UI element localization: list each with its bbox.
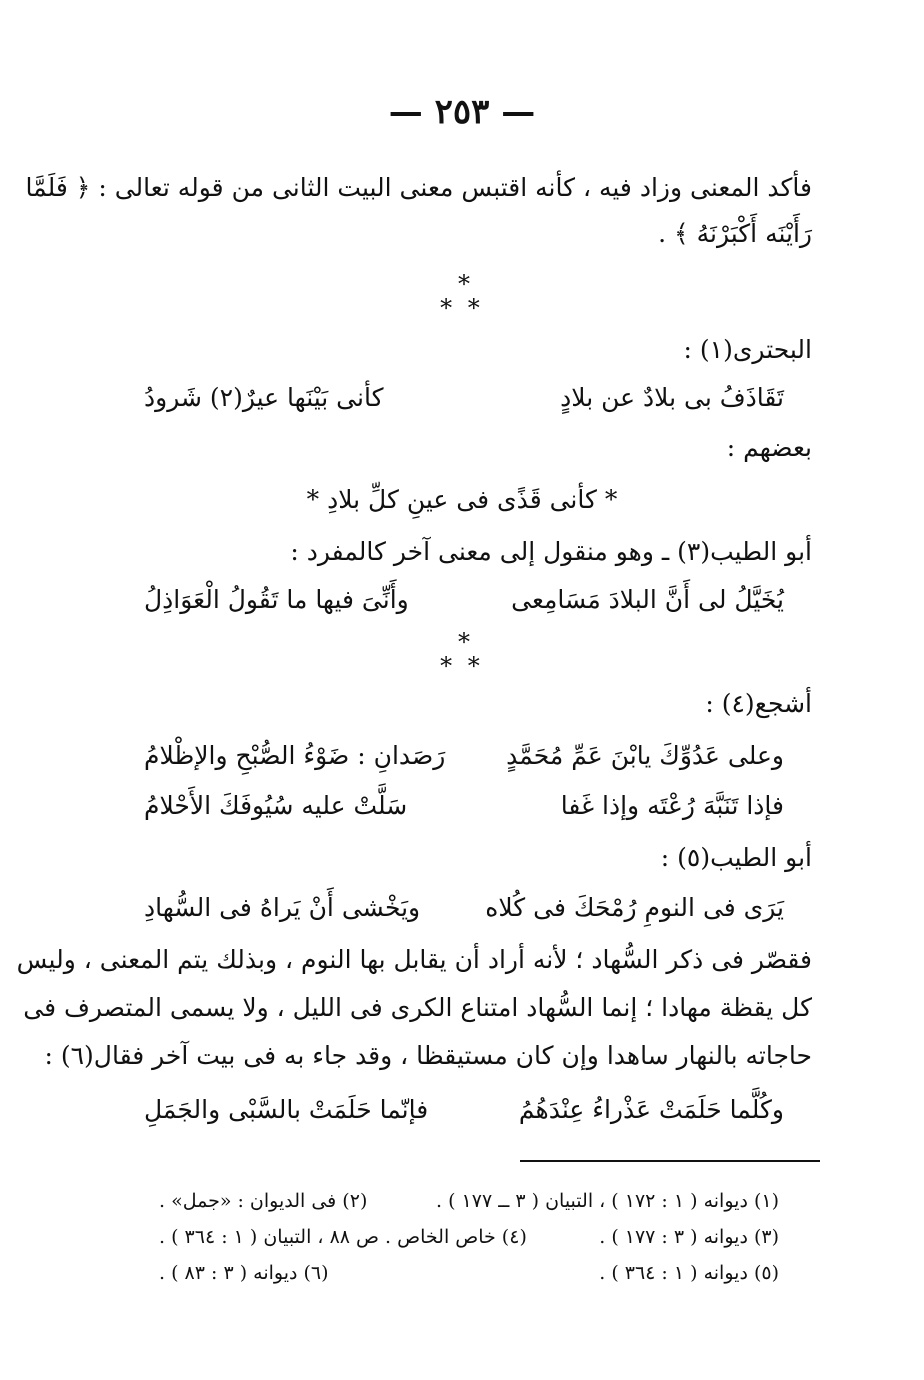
ashja-verse-2 bbox=[144, 786, 784, 826]
mutanabbi-heading-2: أبو الطيب(٥) : bbox=[660, 843, 812, 872]
buhturi-heading: البحترى(١) : bbox=[683, 335, 812, 364]
footnote-row-2 bbox=[159, 1220, 779, 1254]
verse-second-hemistich: سَلَّتْ عليه سُيُوفَكَ الأَحْلامُ bbox=[144, 791, 408, 820]
anonymous-heading: بعضهم : bbox=[726, 433, 812, 462]
verse-first-hemistich: تَقَاذَفُ بى بلادٌ عن بلادٍ bbox=[560, 383, 784, 412]
verse-second-hemistich: كأنى بَيْنَها عيرٌ(٢) شَرودُ bbox=[144, 383, 384, 412]
mutanabbi-verse-1 bbox=[144, 580, 784, 620]
footnote-6: (٦) ديوانه ( ٣ : ٨٣ ) . bbox=[159, 1262, 329, 1284]
footnote-1: (١) ديوانه ( ١ : ١٧٢ ) ، التبيان ( ٣ ــ ١٧٧ ) . bbox=[436, 1190, 779, 1212]
footnote-4: (٤) خاص الخاص . ص ٨٨ ، التبيان ( ١ : ٣٦٤ ) . bbox=[159, 1226, 527, 1248]
verse-first-hemistich: يُخَيَّلُ لى أَنَّ البلادَ مَسَامِعى bbox=[511, 585, 784, 614]
commentary-line-3: حاجاته بالنهار ساهدا وإن كان مستيقظا ، وقد جاء به فى بيت آخر فقال(٦) : bbox=[44, 1041, 812, 1070]
separator-bottom-stars: * * bbox=[440, 652, 484, 680]
ashja-heading: أشجع(٤) : bbox=[705, 689, 812, 718]
footnote-3: (٣) ديوانه ( ٣ : ١٧٧ ) . bbox=[599, 1226, 779, 1248]
verse-second-hemistich: فإنّما حَلَمَتْ بالسَّبْى والجَمَلِ bbox=[144, 1095, 429, 1124]
separator-bottom-stars: * * bbox=[440, 294, 484, 322]
verse-second-hemistich: ويَخْشى أَنْ يَراهُ فى السُّهادِ bbox=[144, 893, 421, 922]
mutanabbi-heading-1: أبو الطيب(٣) ـ وهو منقول إلى معنى آخر كالمفرد : bbox=[290, 537, 812, 566]
footnote-5: (٥) ديوانه ( ١ : ٣٦٤ ) . bbox=[599, 1262, 779, 1284]
verse-first-hemistich: فإذا تَنَبَّهَ رُعْتَه وإذا غَفا bbox=[560, 791, 784, 820]
separator-top-star: * bbox=[458, 628, 474, 656]
verse-first-hemistich: وعلى عَدُوِّكَ يابْنَ عَمِّ مُحَمَّدٍ bbox=[506, 741, 784, 770]
verse-second-hemistich: رَصَدانِ : ضَوْءُ الصُّبْحِ والإظْلامُ bbox=[144, 741, 446, 770]
verse-second-hemistich: وأَنِّىَ فيها ما تَقُولُ الْعَوَاذِلُ bbox=[144, 585, 409, 614]
commentary-line-2: كل يقظة مهادا ؛ إنما السُّهاد امتناع الكرى فى الليل ، ولا يسمى المتصرف فى bbox=[23, 993, 812, 1022]
buhturi-verse bbox=[144, 378, 784, 418]
footnote-rule bbox=[520, 1160, 820, 1162]
intro-line-1: فأكد المعنى وزاد فيه ، كأنه اقتبس معنى البيت الثانى من قوله تعالى : ﴿ فَلَمَّا bbox=[25, 173, 812, 202]
intro-line-2: رَأَيْنَه أَكْبَرْنَهُ ﴾ . bbox=[658, 219, 812, 248]
footnote-2: (٢) فى الديوان : «جمل» . bbox=[159, 1190, 368, 1212]
section-separator bbox=[0, 630, 924, 678]
footnote-row-1 bbox=[159, 1184, 779, 1218]
mutanabbi-verse-2 bbox=[144, 888, 784, 928]
separator-top-star: * bbox=[458, 270, 474, 298]
page-number: — ٢٥٣ — bbox=[388, 92, 536, 132]
section-separator bbox=[0, 272, 924, 320]
anonymous-hemistich: * كأنى قَذًى فى عينِ كلِّ بلادِ * bbox=[306, 485, 618, 514]
commentary-line-1: فقصّر فى ذكر السُّهاد ؛ لأنه أراد أن يقابل بها النوم ، وبذلك يتم المعنى ، وليس bbox=[16, 945, 812, 974]
verse-first-hemistich: يَرَى فى النومِ رُمْحَكَ فى كُلاه bbox=[485, 893, 784, 922]
mutanabbi-verse-3 bbox=[144, 1090, 784, 1130]
verse-first-hemistich: وكُلَّما حَلَمَتْ عَذْراءُ عِنْدَهُمُ bbox=[518, 1095, 784, 1124]
ashja-verse-1 bbox=[144, 736, 784, 776]
footnote-row-3 bbox=[159, 1256, 779, 1290]
